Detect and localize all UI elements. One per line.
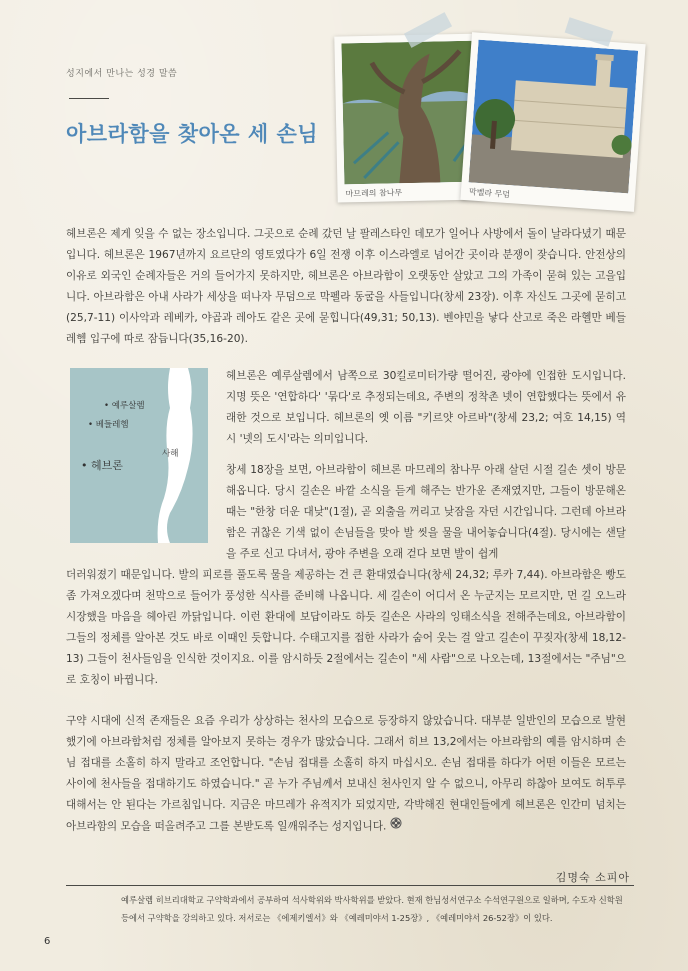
map-label-bethlehem: • 베들레헴	[88, 420, 129, 430]
location-map	[70, 368, 208, 543]
oak-tree-image	[341, 41, 478, 185]
section-kicker: 성지에서 만나는 성경 말씀	[66, 69, 178, 79]
end-mark-icon	[390, 816, 402, 837]
bio-divider	[66, 885, 634, 886]
photo-machpelah-tomb	[460, 32, 645, 212]
body-paragraph: 헤브론은 예루살렘에서 남쪽으로 30킬로미터가량 떨어진, 광야에 인접한 도시입니다. 지명 뜻은 '연합하다' '묶다'로 추정되는데요, 주변의 정착촌 넷이 연합했다는 뜻에서 유래한 것으로 보입니다. 헤브론의 옛 이름 "키르얏 아르바"(창세 23,2; 여호 14,15) 역시 '넷의 도시'라는 의미입니다.	[226, 370, 626, 445]
body-paragraph-text: 구약 시대에 신적 존재들은 요즘 우리가 상상하는 천사의 모습으로 등장하지 않았습니다. 대부분 일반인의 모습으로 발현했기에 아브라함처럼 정체를 알아보지 못하는 경우가 많았습니다. 그래서 히브 13,2에서는 아브라함의 예를 암시하며 손님 접대를 소홀히 하지 말라고 조언합니다. "손님 접대를 소홀히 하지 마십시오. 손님 접대를 하다가 어떤 이들은 모르는 사이에 천사들을 접대하기도 하였습니다." 곧 누가 주님께서 보내신 천사인지 알 수 없으니, 아무리 하찮아 보여도 허투루 대해서는 안 된다는 가르침입니다. 지금은 마므레가 유적지가 되었지만, 각박해진 현대인들에게 헤브론은 인간미 넘치는 아브라함의 모습을 떠올려주고 그를 본받도록 일깨워주는 성지입니다.	[66, 715, 626, 832]
body-paragraph-final	[66, 711, 626, 837]
photo-caption: 마므레의 참나무	[345, 188, 403, 199]
map-label-jerusalem: • 예루살렘	[104, 401, 145, 411]
body-paragraph: 헤브론은 제게 잊을 수 없는 장소입니다. 그곳으로 순례 갔던 날 팔레스타인 데모가 일어나 사방에서 돌이 날라다녔기 때문입니다. 헤브론은 1967년까지 요르단의 영토였다가 6일 전쟁 이후 이스라엘로 넘어간 곳이라 분쟁이 잦습니다. 안전상의 이유로 외국인 순례자들은 거의 들어가지 못하지만, 헤브론은 아브라함이 오랫동안 살았고 그의 가족이 묻혀 있는 고을입니다. 아브라함은 아내 사라가 세상을 떠나자 무덤으로 막펠라 동굴을 사들입니다(창세 23장). 이후 자신도 그곳에 묻히고(25,7-11) 이사악과 레베카, 야곱과 레아도 같은 곳에 묻힙니다(49,31; 50,13). 벤야민을 낳다 산고로 죽은 라헬만 베들레헴 입구에 따로 잠듭니다(35,16-20).	[66, 228, 626, 345]
photo-caption: 막벨라 무덤	[468, 187, 511, 200]
map-label-hebron: • 헤브론	[81, 459, 123, 472]
body-paragraph: 창세 18장을 보면, 아브라함이 헤브론 마므레의 참나무 아래 살던 시절 길손 셋이 방문해옵니다. 당시 길손은 바깥 소식을 듣게 해주는 반가운 존재였지만, 그들이 방문해온 때는 "한창 더운 대낮"(1절), 곧 외출을 꺼리고 낮잠을 자던 시간입니다. 그런데 아브라함은 귀찮은 기색 없이 손님들을 맞아 발 씻을 물을 내어놓습니다(4절). 당시에는 샌달을 주로 신고 다녀서, 광야 주변을 오래 걷다 보면 발이 쉽게	[226, 464, 626, 560]
page-number: 6	[44, 936, 51, 947]
page-title: 아브라함을 찾아온 세 손님	[66, 122, 319, 146]
author-bio: 예루살렘 히브리대학교 구약학과에서 공부하여 석사학위와 박사학위를 받았다. 현재 한님성서연구소 수석연구원으로 일하며, 수도자 신학원 등에서 구약학을 강의하고 있다. 저서로는 《에제키엘서》와 《예레미야서 1-25장》, 《예레미야서 26-52장》이 있다.	[121, 895, 623, 923]
author-name: 김명숙 소피아	[555, 871, 630, 884]
map-label-dead-sea: 사해	[162, 449, 179, 459]
machpelah-building-image	[469, 40, 639, 194]
kicker-divider	[69, 98, 109, 99]
body-paragraph: 더러워졌기 때문입니다. 발의 피로를 풀도록 물을 제공하는 건 큰 환대였습니다(창세 24,32; 루카 7,44). 아브라함은 빵도 좀 가져오겠다며 천막으로 들어가 풍성한 식사를 준비해 나옵니다. 세 길손이 어디서 온 누군지는 모르지만, 먼 길 오느라 시장했을 마음을 헤아린 까닭입니다. 이런 환대에 보답이라도 하듯 길손은 사라의 잉태소식을 전해주는데요, 아브라함이 그들의 정체를 알아본 것도 바로 이때인 듯합니다. 수태고지를 접한 사라가 숨어 웃는 걸 알고 길손이 꾸짖자(창세 18,12-13) 그들이 천사들임을 인식한 것이지요. 이를 암시하듯 2절에서는 길손이 "세 사람"으로 나오는데, 13절에서는 "주님"으로 호칭이 바뀝니다.	[66, 569, 626, 686]
